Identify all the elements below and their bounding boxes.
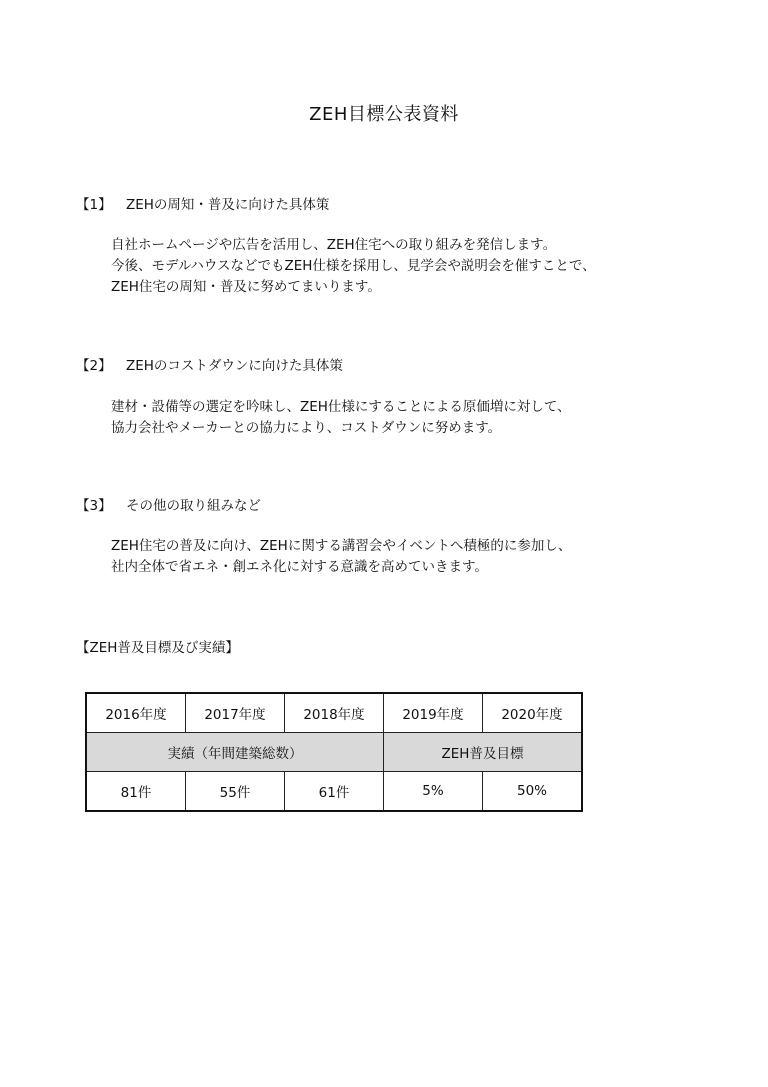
section-3-heading [76,494,261,514]
section-3-body [111,536,571,578]
value-cell: 61件 [285,772,384,812]
paragraph-line: 協力会社やメーカーとの協力により、コストダウンに努めます。 [111,420,502,436]
year-cell: 2017年度 [186,693,285,733]
year-cell: 2016年度 [86,693,186,733]
zeh-target-table [85,692,583,812]
section-number: 【2】 [76,358,112,374]
section-number: 【1】 [76,197,112,213]
value-cell: 81件 [86,772,186,812]
target-label-cell: ZEH普及目標 [384,733,583,772]
section-title: ZEHのコストダウンに向けた具体策 [126,358,343,374]
section-title: その他の取り組みなど [126,498,261,514]
paragraph-line: 今後、モデルハウスなどでもZEH仕様を採用し、見学会や説明会を催すことで、 [111,258,596,274]
year-cell: 2019年度 [384,693,483,733]
section-title: ZEHの周知・普及に向けた具体策 [126,197,330,213]
section-2-body [111,397,571,439]
value-cell: 50% [483,772,583,812]
paragraph-line: 自社ホームページや広告を活用し、ZEH住宅への取り組みを発信します。 [111,237,557,253]
section-2-heading [76,354,343,374]
paragraph-line: ZEH住宅の周知・普及に努めてまいります。 [111,279,381,295]
table-row-labels [86,733,582,772]
section-1-body [111,235,596,298]
actual-label-cell: 実績（年間建築総数） [86,733,384,772]
paragraph-line: 社内全体で省エネ・創エネ化に対する意識を高めていきます。 [111,559,488,575]
section-1-heading [76,193,329,213]
section-number: 【3】 [76,498,112,514]
table-row-values [86,772,582,812]
value-cell: 5% [384,772,483,812]
value-cell: 55件 [186,772,285,812]
table-row-years [86,693,582,733]
page-title: ZEH目標公表資料 [309,104,459,125]
year-cell: 2020年度 [483,693,583,733]
year-cell: 2018年度 [285,693,384,733]
paragraph-line: ZEH住宅の普及に向け、ZEHに関する講習会やイベントへ積極的に参加し、 [111,538,572,554]
table-caption: 【ZEH普及目標及び実績】 [76,640,239,656]
paragraph-line: 建材・設備等の選定を吟味し、ZEH仕様にすることによる原価増に対して、 [111,399,571,415]
